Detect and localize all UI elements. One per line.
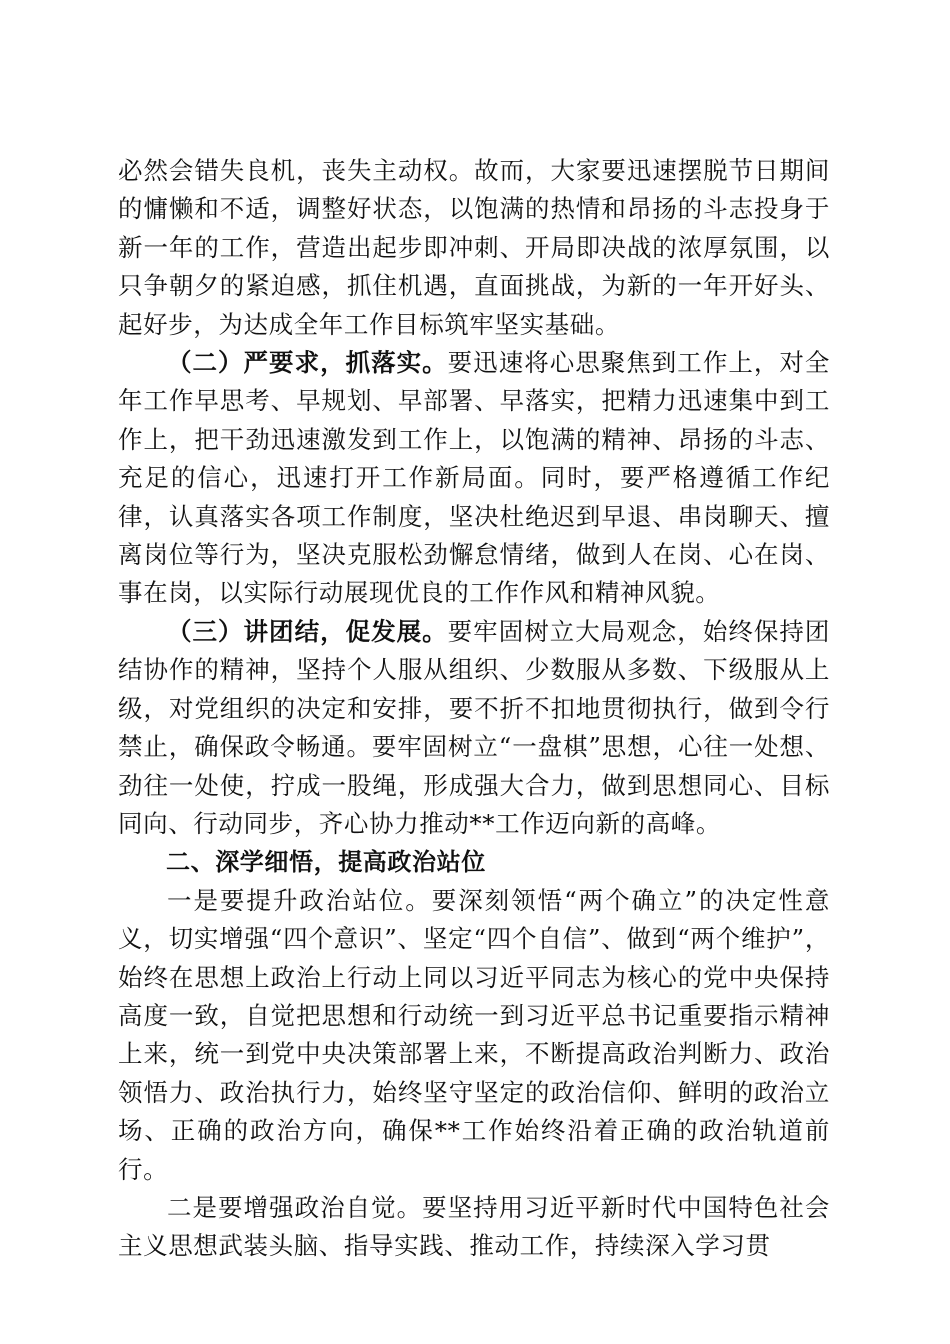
paragraph-text: 必然会错失良机，丧失主动权。故而，大家要迅速摆脱节日期间的慵懒和不适，调整好状态，以饱满的热情和昂扬的斗志投身于新一年的工作，营造出起步即冲刺、开局即决战的浓厚氛围，以只争朝夕的紧迫感，抓住机遇，直面挑战，为新的一年开好头、起好步，为达成全年工作目标筑牢坚实基础。 [118, 156, 830, 339]
paragraph-text: 二是要增强政治自觉。要坚持用习近平新时代中国特色社会主义思想武装头脑、指导实践、推动工作，持续深入学习贯 [118, 1192, 830, 1261]
section-heading: 二、深学细悟，提高政治站位 [166, 848, 486, 877]
document-body [118, 152, 830, 1266]
paragraph-text: 要迅速将心思聚焦到工作上，对全年工作早思考、早规划、早部署、早落实，把精力迅速集中到工作上，把干劲迅速激发到工作上，以饱满的精神、昂扬的斗志、充足的信心，迅速打开工作新局面。同时，要严格遵循工作纪律，认真落实各项工作制度，坚决杜绝迟到早退、串岗聊天、擅离岗位等行为，坚决克服松劲懈怠情绪，做到人在岗、心在岗、事在岗，以实际行动展现优良的工作作风和精神风貌。 [118, 348, 830, 608]
paragraph-item-1 [118, 882, 830, 1189]
paragraph-section-3 [118, 613, 830, 843]
paragraph-continuation [118, 152, 830, 344]
paragraph-text: 要牢固树立大局观念，始终保持团结协作的精神，坚持个人服从组织、少数服从多数、下级服从上级，对党组织的决定和安排，要不折不扣地贯彻执行，做到令行禁止，确保政令畅通。要牢固树立“一盘棋”思想，心往一处想、劲往一处使，拧成一股绳，形成强大合力，做到思想同心、目标同向、行动同步，齐心协力推动**工作迈向新的高峰。 [118, 616, 830, 838]
paragraph-item-2 [118, 1189, 830, 1266]
section-lead: （二）严要求，抓落实。 [167, 348, 448, 378]
paragraph-section-2 [118, 344, 830, 613]
paragraph-text: 一是要提升政治站位。要深刻领悟“两个确立”的决定性意义，切实增强“四个意识”、坚定“四个自信”、做到“两个维护”，始终在思想上政治上行动上同以习近平同志为核心的党中央保持高度一致，自觉把思想和行动统一到习近平总书记重要指示精神上来，统一到党中央决策部署上来，不断提高政治判断力、政治领悟力、政治执行力，始终坚守坚定的政治信仰、鲜明的政治立场、正确的政治方向，确保**工作始终沿着正确的政治轨道前行。 [118, 885, 830, 1184]
section-lead: （三）讲团结，促发展。 [167, 616, 448, 646]
